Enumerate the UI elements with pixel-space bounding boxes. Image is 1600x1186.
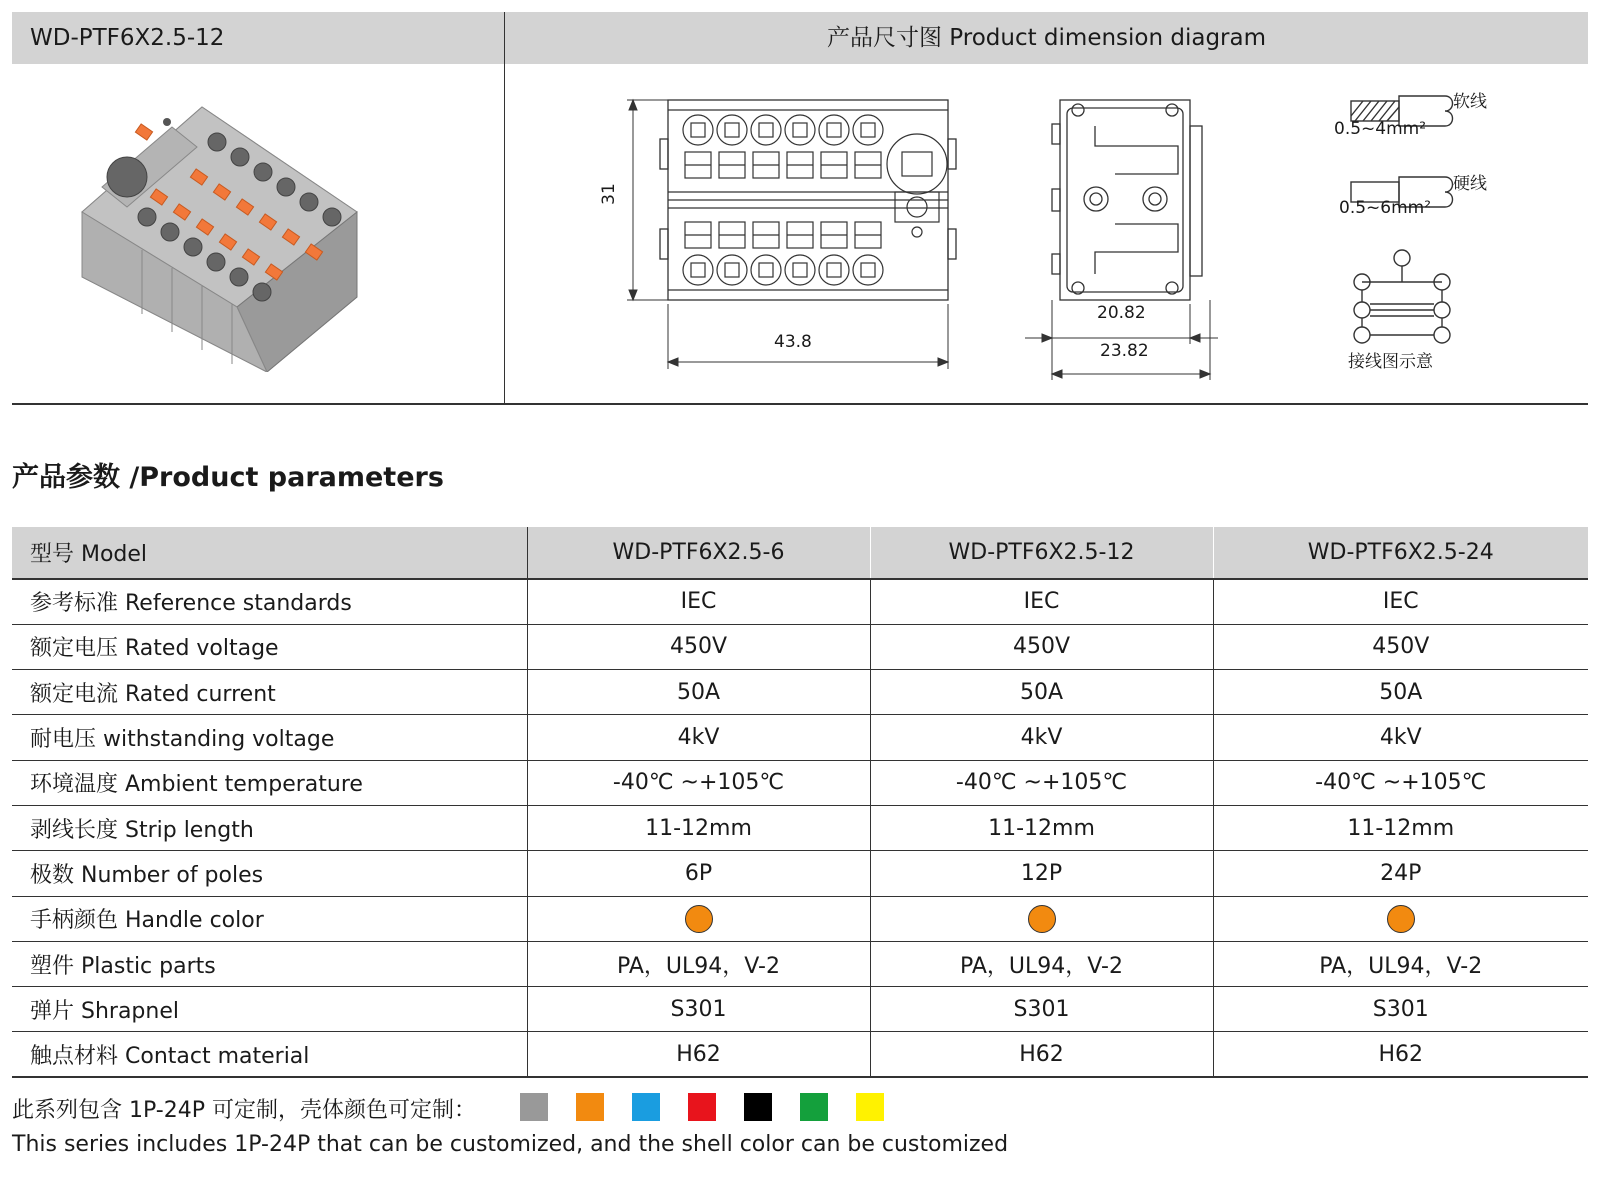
table-row <box>12 851 1588 896</box>
column-header: WD-PTF6X2.5-12 <box>870 527 1213 579</box>
table-cell: IEC <box>527 579 870 624</box>
row-label: 参考标准 Reference standards <box>12 579 527 624</box>
shell-color-swatch <box>800 1093 828 1121</box>
shell-color-swatch <box>520 1093 548 1121</box>
shell-color-swatch <box>632 1093 660 1121</box>
table-cell: 4kV <box>1213 715 1588 760</box>
table-cell: PA，UL94，V-2 <box>1213 941 1588 986</box>
dim-outer-label: 23.82 <box>1100 341 1149 361</box>
table-row <box>12 941 1588 986</box>
table-cell: -40℃ ~+105℃ <box>870 760 1213 805</box>
table-row <box>12 624 1588 669</box>
row-label: 极数 Number of poles <box>12 851 527 896</box>
table-cell: S301 <box>870 987 1213 1032</box>
table-cell: H62 <box>870 1032 1213 1077</box>
table-cell: S301 <box>527 987 870 1032</box>
row-label: 触点材料 Contact material <box>12 1032 527 1077</box>
table-cell: 50A <box>870 670 1213 715</box>
row-label: 剥线长度 Strip length <box>12 805 527 850</box>
table-row <box>12 805 1588 850</box>
product-parameters-title: 产品参数 /Product parameters <box>12 462 444 493</box>
handle-color-dot <box>685 905 713 933</box>
table-row <box>12 670 1588 715</box>
customization-note-en: This series includes 1P-24P that can be customized, and the shell color can be customized <box>12 1132 1009 1157</box>
soft-wire-label: 软线 <box>1453 92 1487 112</box>
table-row <box>12 987 1588 1032</box>
shell-color-swatch <box>856 1093 884 1121</box>
table-cell: 6P <box>527 851 870 896</box>
table-header-row <box>12 527 1588 579</box>
table-cell: 50A <box>527 670 870 715</box>
column-header: WD-PTF6X2.5-6 <box>527 527 870 579</box>
soft-wire-range: 0.5~4mm² <box>1334 119 1427 139</box>
row-label: 耐电压 withstanding voltage <box>12 715 527 760</box>
table-cell: 4kV <box>527 715 870 760</box>
table-cell: 450V <box>870 624 1213 669</box>
table-cell: S301 <box>1213 987 1588 1032</box>
shell-color-swatch <box>688 1093 716 1121</box>
top-section-rule <box>12 403 1588 405</box>
table-cell: 4kV <box>870 715 1213 760</box>
row-label: 弹片 Shrapnel <box>12 987 527 1032</box>
dim-height-label: 31 <box>598 183 619 205</box>
handle-color-dot <box>1028 905 1056 933</box>
table-cell: H62 <box>1213 1032 1588 1077</box>
table-cell: 24P <box>1213 851 1588 896</box>
row-label: 额定电流 Rated current <box>12 670 527 715</box>
table-cell <box>1213 896 1588 941</box>
table-row <box>12 760 1588 805</box>
hard-wire-range: 0.5~6mm² <box>1339 198 1432 218</box>
table-cell: 450V <box>527 624 870 669</box>
product-header-section <box>12 12 1588 405</box>
table-cell <box>870 896 1213 941</box>
model-code-header: WD-PTF6X2.5-12 <box>12 12 504 64</box>
table-cell: 50A <box>1213 670 1588 715</box>
table-cell: -40℃ ~+105℃ <box>1213 760 1588 805</box>
dim-width-label: 43.8 <box>774 332 812 352</box>
hard-wire-label: 硬线 <box>1453 174 1487 194</box>
dimension-diagram-header: 产品尺寸图 Product dimension diagram <box>505 12 1588 64</box>
row-label: 环境温度 Ambient temperature <box>12 760 527 805</box>
table-cell <box>527 896 870 941</box>
table-cell: H62 <box>527 1032 870 1077</box>
row-label: 塑件 Plastic parts <box>12 941 527 986</box>
shell-color-swatch <box>576 1093 604 1121</box>
table-row <box>12 579 1588 624</box>
table-cell: 12P <box>870 851 1213 896</box>
product-photo <box>72 92 372 372</box>
table-row <box>12 896 1588 941</box>
row-label: 额定电压 Rated voltage <box>12 624 527 669</box>
dim-inner-label: 20.82 <box>1097 303 1146 323</box>
row-label: 手柄颜色 Handle color <box>12 896 527 941</box>
table-cell: PA，UL94，V-2 <box>870 941 1213 986</box>
table-cell: PA，UL94，V-2 <box>527 941 870 986</box>
column-header: WD-PTF6X2.5-24 <box>1213 527 1588 579</box>
table-cell: 11-12mm <box>870 805 1213 850</box>
table-row <box>12 1032 1588 1077</box>
table-row <box>12 715 1588 760</box>
wiring-diagram-caption: 接线图示意 <box>1348 352 1433 372</box>
shell-color-swatch <box>744 1093 772 1121</box>
product-parameters-table <box>12 527 1588 1078</box>
handle-color-dot <box>1387 905 1415 933</box>
table-cell: IEC <box>1213 579 1588 624</box>
table-cell: IEC <box>870 579 1213 624</box>
column-header: 型号 Model <box>12 527 527 579</box>
table-cell: -40℃ ~+105℃ <box>527 760 870 805</box>
table-cell: 11-12mm <box>1213 805 1588 850</box>
customization-note-cn: 此系列包含 1P-24P 可定制，壳体颜色可定制： <box>12 1098 476 1123</box>
table-cell: 11-12mm <box>527 805 870 850</box>
table-cell: 450V <box>1213 624 1588 669</box>
